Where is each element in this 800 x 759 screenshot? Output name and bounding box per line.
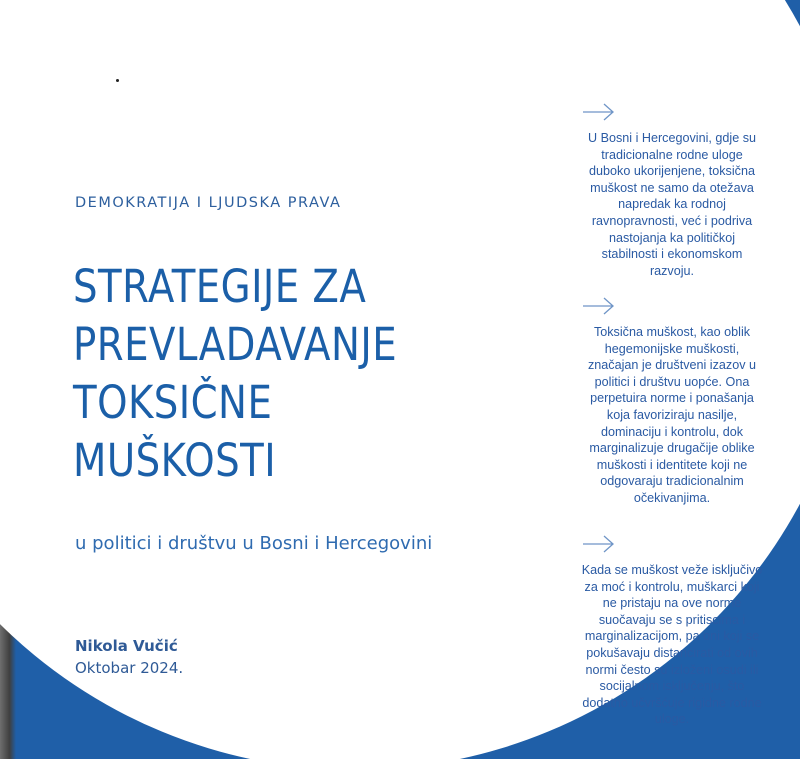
sidebar-block-text: U Bosni i Hercegovini, gdje su tradicionalne rodne uloge duboko ukorijenjene, toksična muškost ne samo da otežava napredak ka rodnoj ravnopravnosti, već i podriva nastojanja ka političkoj stabilnosti i ekonomskom razvoju. [588,131,756,278]
title-line-3: TOKSIČNE [73,376,273,429]
arrow-right-icon [582,296,616,316]
title-line-4: MUŠKOSTI [73,434,277,487]
title-line-2: PREVLADAVANJE [73,318,398,371]
speck-dot [116,79,119,82]
sidebar-block-2 [580,296,764,507]
title-line-1: STRATEGIJE ZA [73,260,367,313]
author-name: Nikola Vučić [75,637,178,655]
sidebar-block-1 [580,102,764,279]
arrow-right-icon [582,534,616,554]
sidebar-block-text: Toksična muškost, kao oblik hegemonijske muškosti, značajan je društveni izazov u politici i društvu uopće. Ona perpetuira norme i ponašanja koja favoriziraju nasilje, dominaciju i kontrolu, dok marginalizuje drugačije oblike muškosti i identitete koji ne odgovaraju tradicionalnim očekivanjima. [587,325,756,505]
publication-date: Oktobar 2024. [75,659,184,677]
sidebar-block-3 [580,534,764,728]
sidebar-block-text: Kada se muškost veže isključivo za moć i kontrolu, muškarci koji ne pristaju na ove norme suočavaju se s pritiscima i marginalizacijom, pa oni koji se pokušavaju distancirati od ovih normi često su izloženi osudi ili socijalnom isključenju, što dodatno učvršćuje rigidne rodne uloge. [581,563,763,727]
page-title [73,258,553,490]
category-kicker: DEMOKRATIJA I LJUDSKA PRAVA [75,195,342,211]
arrow-right-icon [582,102,616,122]
subtitle: u politici i društvu u Bosni i Hercegovini [75,533,433,554]
